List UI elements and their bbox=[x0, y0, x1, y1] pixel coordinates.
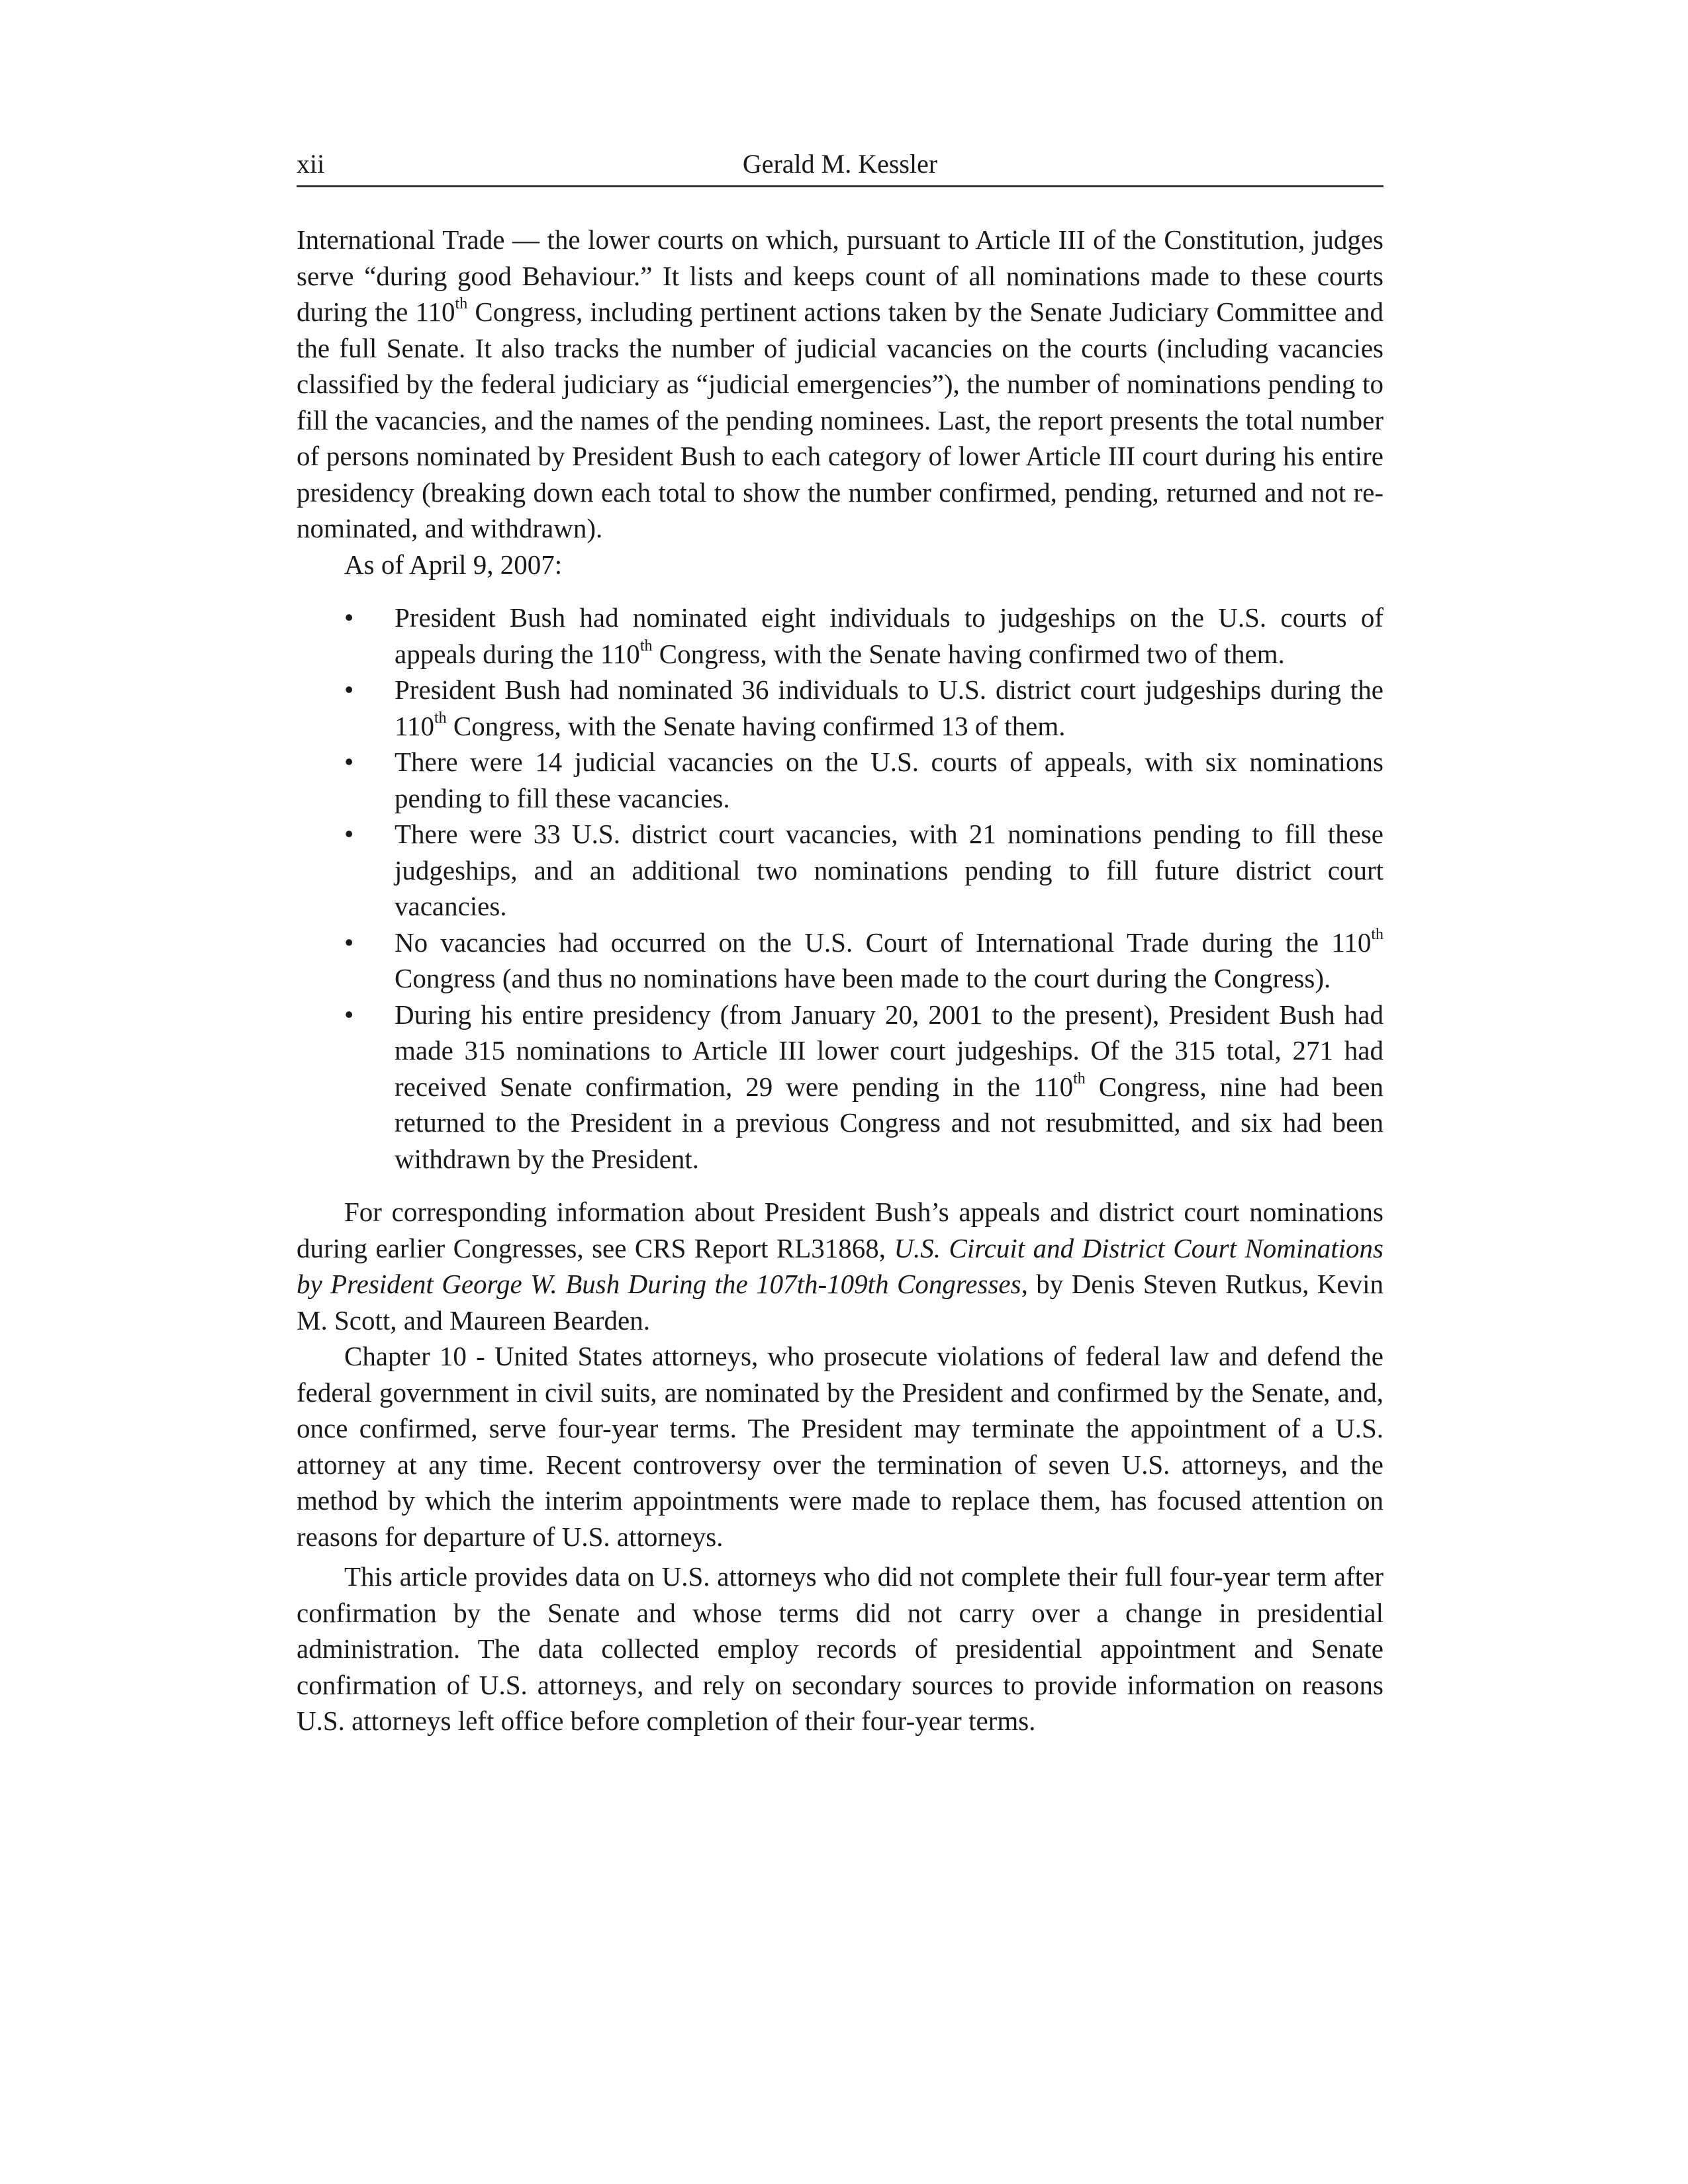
list-item: • There were 14 judicial vacancies on the U.S. courts of appeals, with six nominations pending to fill these vacancies. bbox=[344, 747, 1383, 813]
findings-list bbox=[297, 600, 1383, 1177]
page-number: xii bbox=[297, 149, 325, 179]
list-item: • During his entire presidency (from January 20, 2001 to the present), President Bush had made 315 nominations to Article III lower court judgeships. Of the 315 total, 271 had received Senate confirmation, 29 were pending in the 110th Congress, nine had been returned to the President in a previous Congress and not resubmitted, and six had been withdrawn by the President. bbox=[344, 999, 1383, 1174]
list-item: • No vacancies had occurred on the U.S. Court of International Trade during the 110th Congress (and thus no nominations have been made to the court during the Congress). bbox=[344, 925, 1383, 993]
list-item: • President Bush had nominated eight individuals to judgeships on the U.S. courts of appeals during the 110th Congress, with the Senate having confirmed two of them. bbox=[344, 602, 1383, 669]
corresponding-paragraph: For corresponding information about President Bush’s appeals and district court nominations during earlier Congresses, see CRS Report RL31868, U.S. Circuit and District Court Nominations by President George W. Bush During the 107th-109th Congresses, by Denis Steven Rutkus, Kevin M. Scott, and Maureen Bearden. bbox=[297, 1197, 1383, 1336]
running-header-author: Gerald M. Kessler bbox=[742, 149, 938, 179]
running-header bbox=[297, 144, 1383, 187]
as-of-line: As of April 9, 2007: bbox=[344, 549, 563, 580]
article-paragraph: This article provides data on U.S. attorneys who did not complete their full four-year term after confirmation by the Senate and whose terms did not carry over a change in presidential administration. The data collected employ records of presidential appointment and Senate confirmation of U.S. attorneys, and rely on secondary sources to provide information on reasons U.S. attorneys left office before completion of their four-year terms. bbox=[297, 1561, 1383, 1736]
report-title: U.S. Circuit and District Court Nominations by President George W. Bush During the 107th-109th Congresses bbox=[297, 1232, 1383, 1299]
chapter-10-paragraph: Chapter 10 - United States attorneys, who prosecute violations of federal law and defend the federal government in civil suits, are nominated by the President and confirmed by the Senate, and, once confirmed, serve four-year terms. The President may terminate the appointment of a U.S. attorney at any time. Recent controversy over the termination of seven U.S. attorneys, and the method by which the interim appointments were made to replace them, has focused attention on reasons for departure of U.S. attorneys. bbox=[297, 1341, 1383, 1552]
list-item: • President Bush had nominated 36 individuals to U.S. district court judgeships during the 110th Congress, with the Senate having confirmed 13 of them. bbox=[344, 674, 1383, 741]
intro-paragraph: International Trade — the lower courts on which, pursuant to Article III of the Constitution, judges serve “during good Behaviour.” It lists and keeps count of all nominations made to these courts during the 110th Congress, including pertinent actions taken by the Senate Judiciary Committee and the full Senate. It also tracks the number of judicial vacancies on the courts (including vacancies classified by the federal judiciary as “judicial emergencies”), the number of nominations pending to fill the vacancies, and the names of the pending nominees. Last, the report presents the total number of persons nominated by President Bush to each category of lower Article III court during his entire presidency (breaking down each total to show the number confirmed, pending, returned and not re-nominated, and withdrawn). bbox=[297, 224, 1383, 543]
list-item: • There were 33 U.S. district court vacancies, with 21 nominations pending to fill these judgeships, and an additional two nominations pending to fill future district court vacancies. bbox=[344, 819, 1383, 921]
body-text bbox=[297, 222, 1383, 1739]
